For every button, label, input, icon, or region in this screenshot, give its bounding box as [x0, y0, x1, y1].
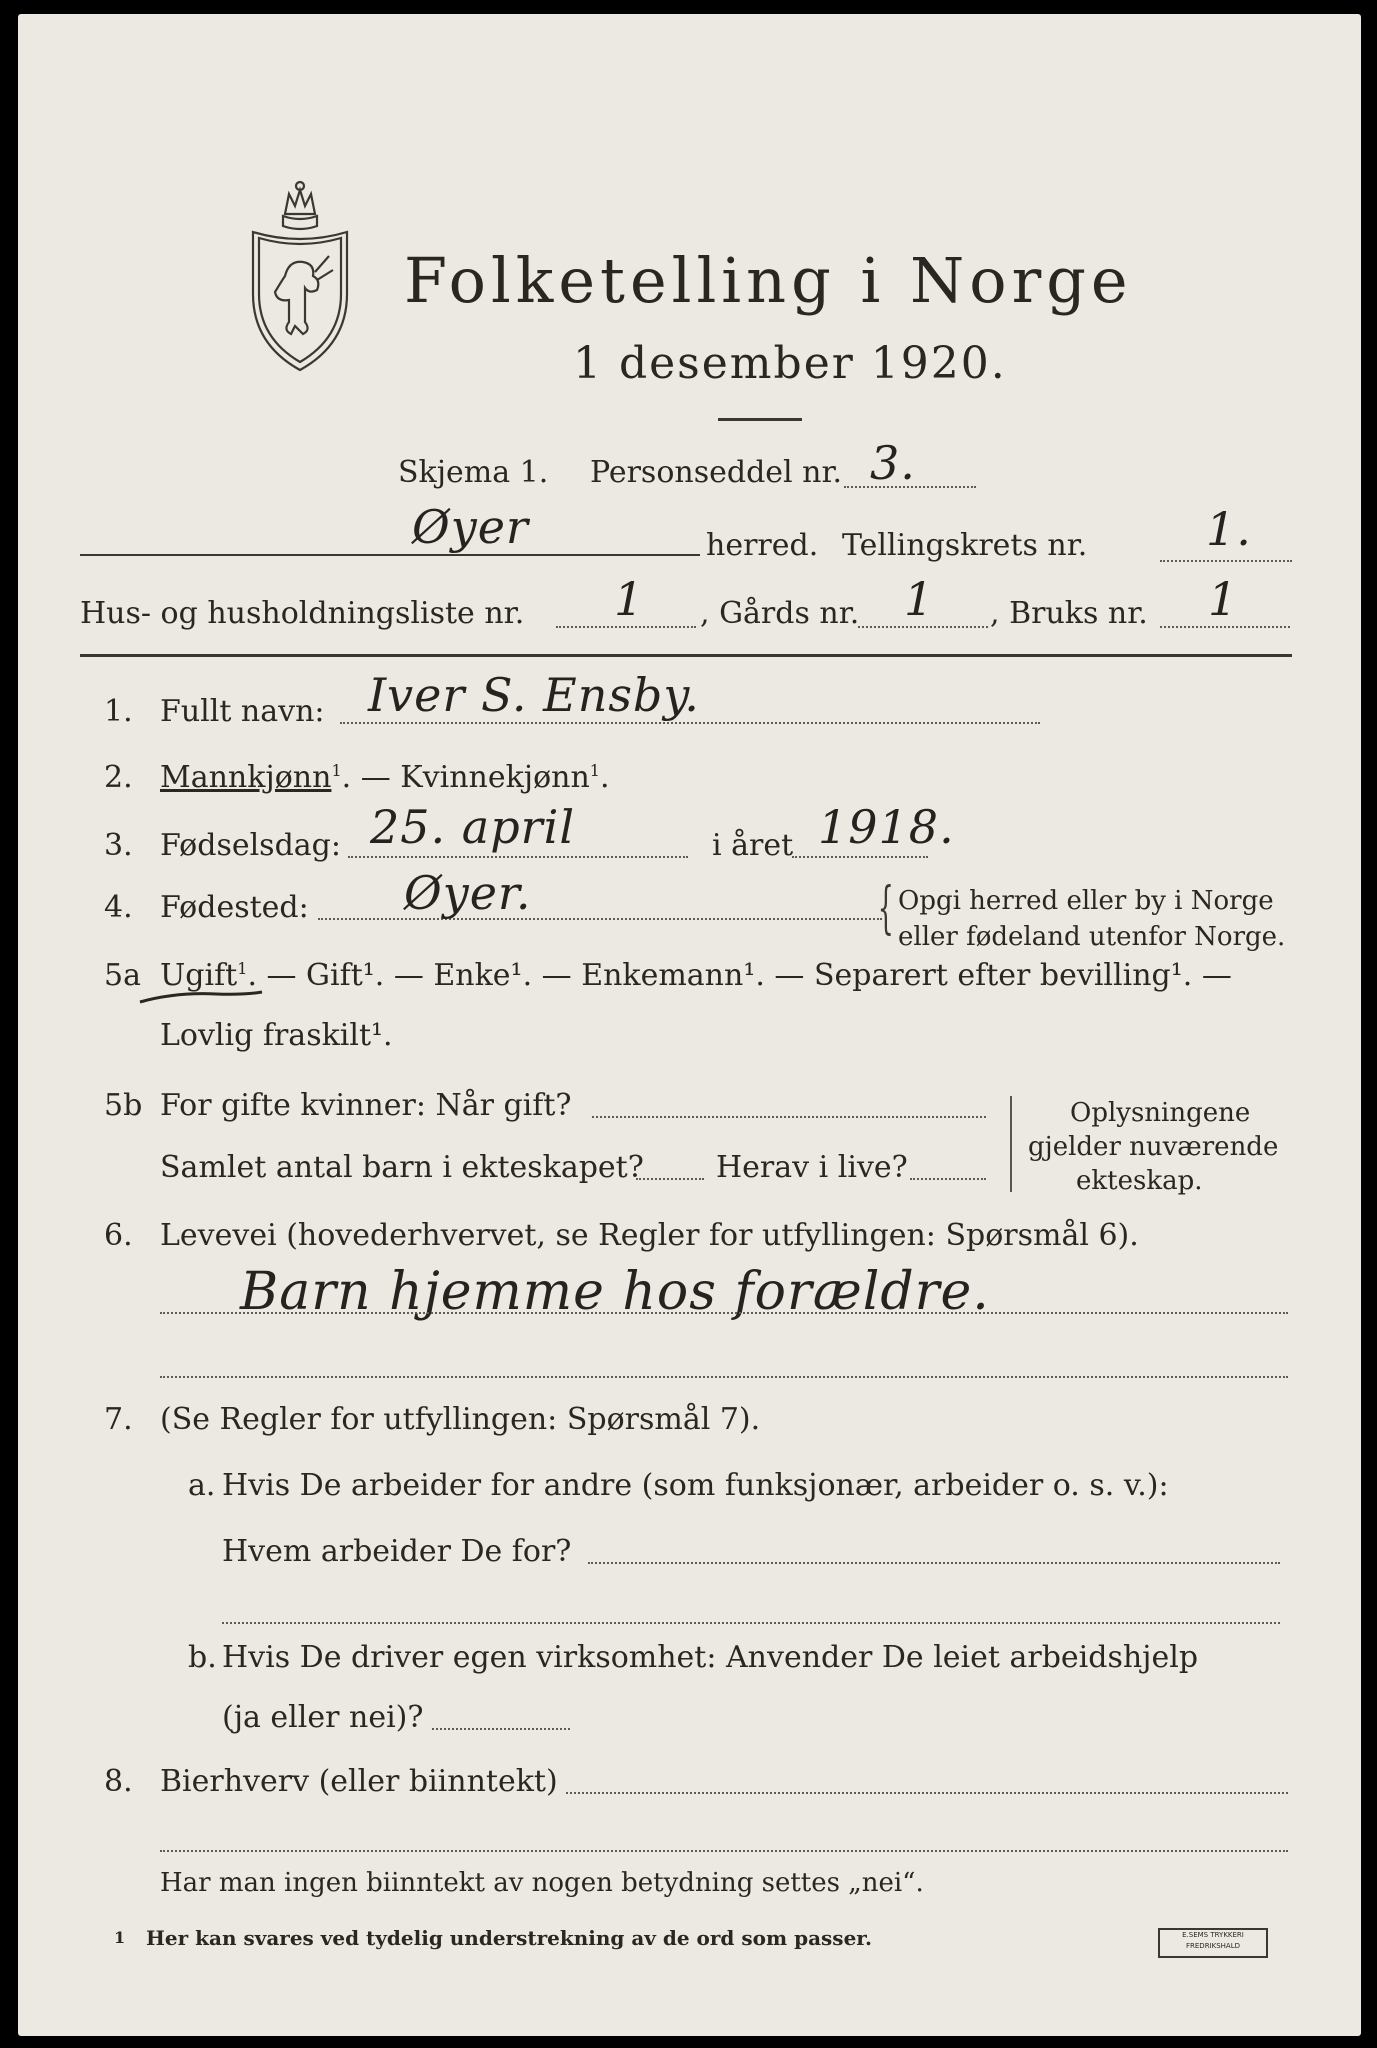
q3-label: Fødselsdag: — [160, 828, 341, 863]
gards-line — [858, 626, 988, 628]
q4-note-brace: { — [877, 876, 894, 941]
q5b-note-line2: gjelder nuværende — [1028, 1132, 1279, 1162]
q5b-note-line3: ekteskap. — [1076, 1166, 1203, 1196]
herred-line — [80, 554, 700, 556]
q7-label: (Se Regler for utfyllingen: Spørsmål 7). — [160, 1402, 761, 1437]
norway-coat-of-arms-emblem — [245, 176, 355, 376]
ugift-option[interactable]: Ugift — [160, 958, 238, 993]
children-line — [636, 1178, 704, 1180]
printer-line2: FREDRIKSHALD — [1185, 1942, 1240, 1950]
bruks-line — [1160, 626, 1290, 628]
q5b-line1: For gifte kvinner: Når gift? — [160, 1088, 572, 1123]
mannkjonn-option[interactable]: Mannkjønn — [160, 760, 332, 795]
skjema-label: Skjema 1. — [398, 455, 549, 490]
employer-line — [588, 1562, 1280, 1564]
birth-year-value[interactable]: 1918. — [818, 800, 955, 854]
q4-label: Fødested: — [160, 890, 309, 925]
tellingskrets-value[interactable]: 1. — [1206, 502, 1252, 556]
q4-note-line1: Opgi herred eller by i Norge — [898, 886, 1274, 916]
footnote-sup: 1 — [331, 761, 342, 780]
q3-number: 3. — [104, 828, 133, 863]
q4-number: 4. — [104, 890, 133, 925]
year-line — [792, 856, 928, 858]
q6-number: 6. — [104, 1218, 133, 1253]
q7a-letter: a. — [188, 1468, 216, 1503]
printer-stamp — [1158, 1928, 1268, 1958]
q7b-line2: (ja eller nei)? — [222, 1700, 424, 1735]
q7a-line1: Hvis De arbeider for andre (som funksjonær, arbeider o. s. v.): — [222, 1468, 1169, 1503]
personseddel-label: Personseddel nr. — [590, 455, 843, 490]
footnote-sup: 1 — [237, 959, 248, 978]
q5a-line2[interactable]: Lovlig fraskilt¹. — [160, 1018, 393, 1053]
q8-label: Bierhverv (eller biinntekt) — [160, 1764, 558, 1799]
form-title: Folketelling i Norge — [404, 244, 1133, 317]
ugift-underline-mark — [136, 988, 266, 1008]
bruks-value[interactable]: 1 — [1208, 572, 1239, 626]
tellingskrets-line — [1160, 560, 1292, 562]
gender-options: Mannkjønn$^1$. — Kvinnekjønn$^1$. — [160, 760, 610, 795]
gards-value[interactable]: 1 — [904, 572, 935, 626]
employer-line2 — [222, 1622, 1280, 1624]
q7b-line1: Hvis De driver egen virksomhet: Anvender De leiet arbeidshjelp — [222, 1640, 1199, 1675]
gender-separator: . — — [341, 760, 401, 795]
header-divider — [80, 654, 1292, 657]
birthplace-line — [318, 918, 882, 920]
census-date: 1 desember 1920. — [573, 338, 1007, 389]
q5a-number: 5a — [104, 958, 141, 993]
personseddel-value[interactable]: 3. — [870, 436, 916, 490]
occupation-line1 — [160, 1312, 1288, 1314]
occupation-line2 — [160, 1376, 1288, 1378]
q5b-note-brace — [1010, 1096, 1012, 1192]
q1-label: Fullt navn: — [160, 694, 325, 729]
husholdningsliste-line — [556, 626, 696, 628]
q8-note: Har man ingen biinntekt av nogen betydning settes „nei“. — [160, 1868, 924, 1898]
kvinnekjonn-option[interactable]: Kvinnekjønn — [400, 760, 590, 795]
marital-status-options — [160, 958, 1232, 993]
side-income-line — [566, 1792, 1288, 1794]
alive-line — [910, 1178, 986, 1180]
occupation-value[interactable]: Barn hjemme hos forældre. — [240, 1262, 990, 1322]
title-divider — [718, 418, 802, 421]
husholdningsliste-value[interactable]: 1 — [614, 572, 645, 626]
side-income-line2 — [160, 1850, 1288, 1852]
q7-number: 7. — [104, 1402, 133, 1437]
tellingskrets-label: Tellingskrets nr. — [842, 528, 1088, 563]
footnote-sup: 1 — [589, 761, 600, 780]
q4-note-line2: eller fødeland utenfor Norge. — [898, 922, 1286, 952]
when-married-line — [592, 1116, 986, 1118]
birthday-value[interactable]: 25. april — [370, 800, 576, 854]
footnote-text: Her kan svares ved tydelig understrekning av de ord som passer. — [146, 1926, 872, 1950]
q1-number: 1. — [104, 694, 133, 729]
q5b-alive-label: Herav i live? — [716, 1150, 908, 1185]
q8-number: 8. — [104, 1764, 133, 1799]
bruks-label: , Bruks nr. — [990, 596, 1148, 631]
husholdningsliste-label: Hus- og husholdningsliste nr. — [80, 596, 525, 631]
year-label: i året — [712, 828, 794, 863]
q7b-letter: b. — [188, 1640, 217, 1675]
birthplace-value[interactable]: Øyer. — [404, 866, 532, 920]
q1-line — [340, 722, 1040, 724]
full-name-value[interactable]: Iver S. Ensby. — [368, 668, 700, 722]
printer-line1: E.SEMS TRYKKERI — [1182, 1931, 1244, 1939]
q6-label: Levevei (hovederhvervet, se Regler for utfyllingen: Spørsmål 6). — [160, 1218, 1139, 1253]
birthday-line — [348, 856, 688, 858]
footnote-mark: 1 — [114, 1928, 126, 1947]
q5b-number: 5b — [104, 1088, 143, 1123]
herred-label: herred. — [706, 528, 819, 563]
herred-value[interactable]: Øyer — [412, 500, 529, 554]
q5b-children-label: Samlet antal barn i ekteskapet? — [160, 1150, 644, 1185]
q7a-line2: Hvem arbeider De for? — [222, 1534, 572, 1569]
gards-label: , Gårds nr. — [700, 596, 860, 631]
q5b-note-line1: Oplysningene — [1070, 1098, 1251, 1128]
hired-help-line — [432, 1728, 570, 1730]
marital-other-options[interactable]: . — Gift¹. — Enke¹. — Enkemann¹. — Separert efter bevilling¹. — — [247, 958, 1232, 993]
q2-number: 2. — [104, 760, 133, 795]
